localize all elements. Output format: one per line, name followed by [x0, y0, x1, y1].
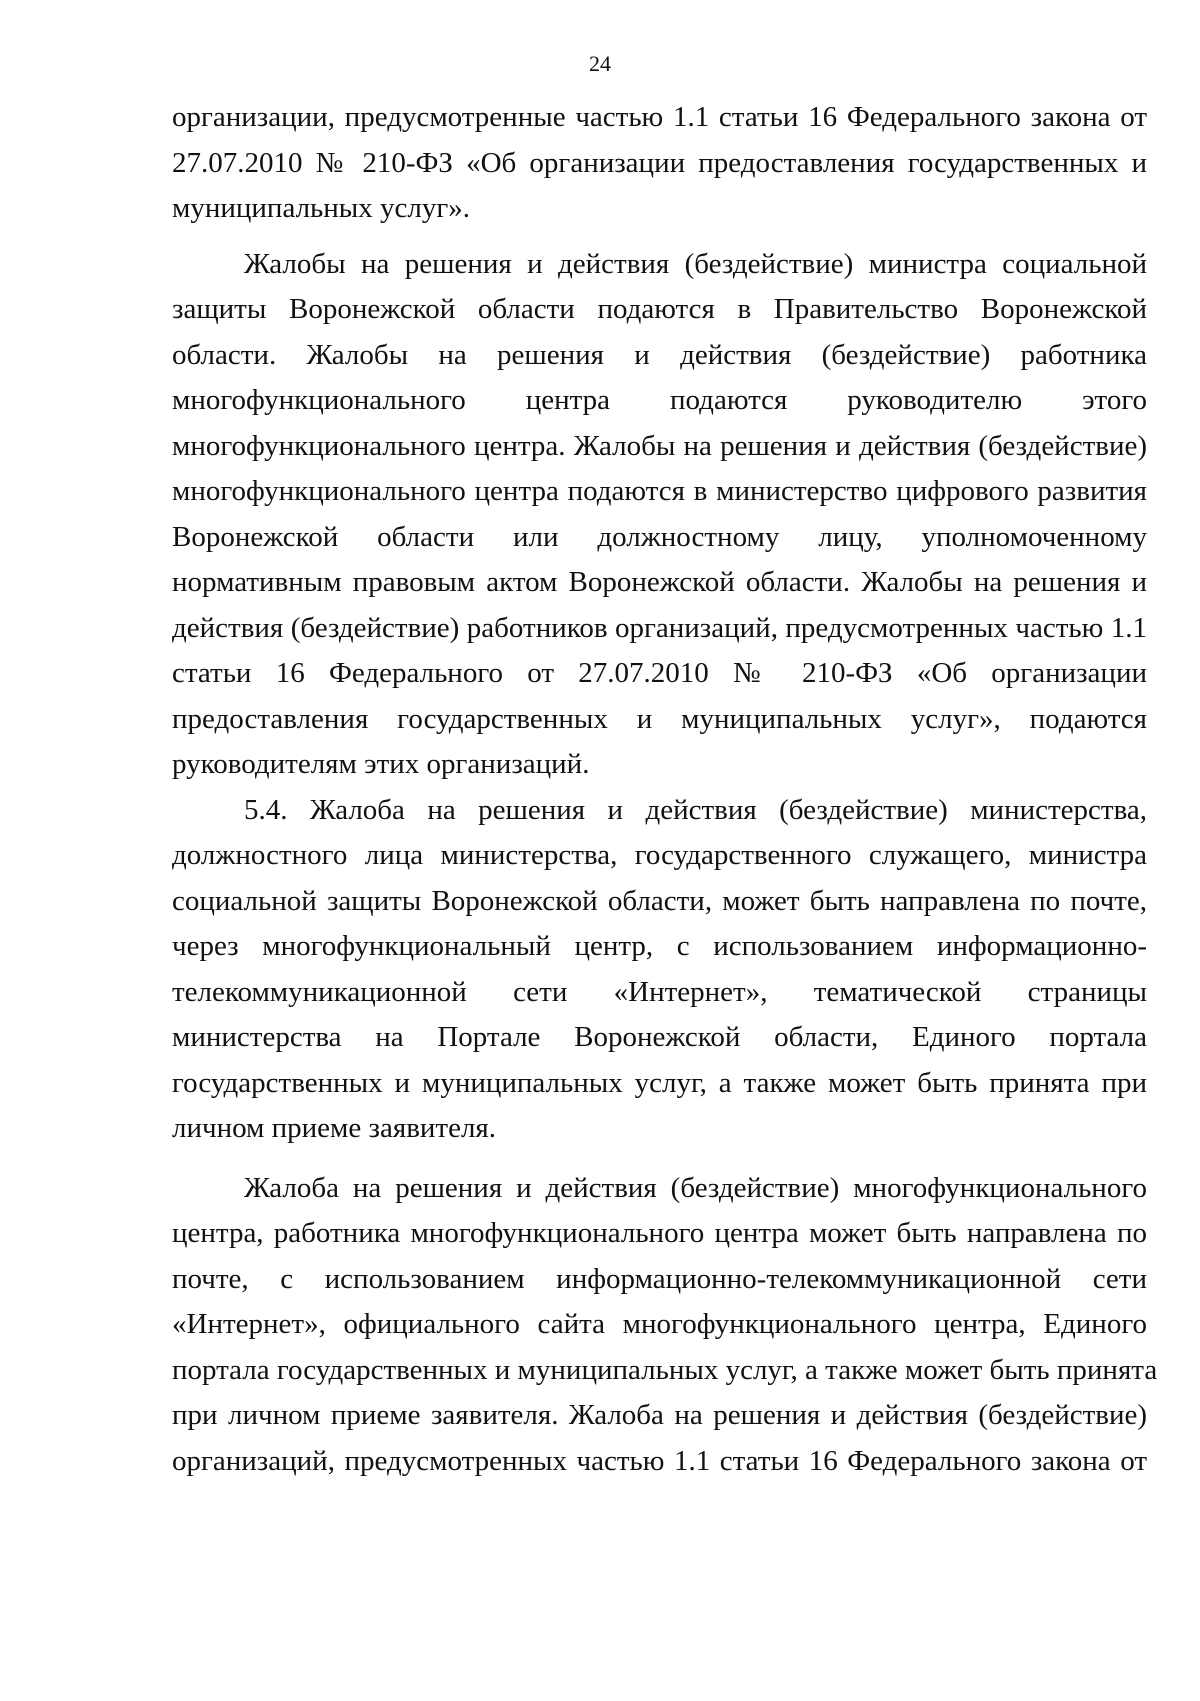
text-line: предоставления государственных и муниципальных услуг», подаются [172, 702, 1147, 735]
text-line: организаций, предусмотренных частью 1.1 статьи 16 Федерального закона от [172, 1444, 1147, 1477]
text-line: государственных и муниципальных услуг, а также может быть принята при [172, 1066, 1147, 1099]
text-line: телекоммуникационной сети «Интернет», тематической страницы [172, 975, 1147, 1008]
text-line: многофункционального центра подаются руководителю этого [172, 384, 1147, 416]
text-line: нормативным правовым актом Воронежской области. Жалобы на решения и [172, 566, 1147, 598]
text-line: почте, с использованием информационно-телекоммуникационной сети [172, 1262, 1147, 1295]
text-line: области. Жалобы на решения и действия (бездействие) работника [172, 338, 1147, 371]
text-line: через многофункциональный центр, с использованием информационно- [172, 930, 1147, 962]
text-line: защиты Воронежской области подаются в Правительство Воронежской [172, 293, 1147, 325]
text-line: портала государственных и муниципальных услуг, а также может быть принята [172, 1353, 1158, 1386]
text-line: министерства на Портале Воронежской области, Единого портала [172, 1021, 1147, 1053]
document-body [172, 95, 1158, 1484]
text-line: многофункционального центра. Жалобы на решения и действия (бездействие) [172, 429, 1147, 462]
text-line: организации, предусмотренные частью 1.1 статьи 16 Федерального закона от [172, 101, 1147, 133]
text-line: Жалоба на решения и действия (бездействие) многофункционального [244, 1171, 1147, 1204]
text-line: действия (бездействие) работников организаций, предусмотренных частью 1.1 [172, 611, 1147, 644]
text-line: центра, работника многофункционального центра может быть направлена по [172, 1217, 1147, 1249]
text-line: 27.07.2010 № 210-ФЗ «Об организации предоставления государственных и [172, 146, 1147, 179]
text-line: многофункционального центра подаются в министерство цифрового развития [172, 475, 1147, 507]
text-line: при личном приеме заявителя. Жалоба на решения и действия (бездействие) [172, 1399, 1147, 1431]
text-line: личном приеме заявителя. [172, 1112, 497, 1144]
text-line: «Интернет», официального сайта многофункционального центра, Единого [172, 1308, 1147, 1340]
page-number: 24 [589, 51, 611, 76]
text-line: социальной защиты Воронежской области, может быть направлена по почте, [172, 884, 1147, 917]
text-line: 5.4. Жалоба на решения и действия (бездействие) министерства, [244, 793, 1147, 826]
text-line: должностного лица министерства, государственного служащего, министра [172, 839, 1147, 871]
text-line: Воронежской области или должностному лицу, уполномоченному [172, 520, 1147, 553]
text-line: руководителям этих организаций. [172, 748, 590, 780]
text-line: муниципальных услуг». [172, 192, 471, 224]
text-line: статьи 16 Федерального от 27.07.2010 № 210-ФЗ «Об организации [172, 657, 1147, 689]
text-line: Жалобы на решения и действия (бездействие) министра социальной [244, 247, 1147, 280]
